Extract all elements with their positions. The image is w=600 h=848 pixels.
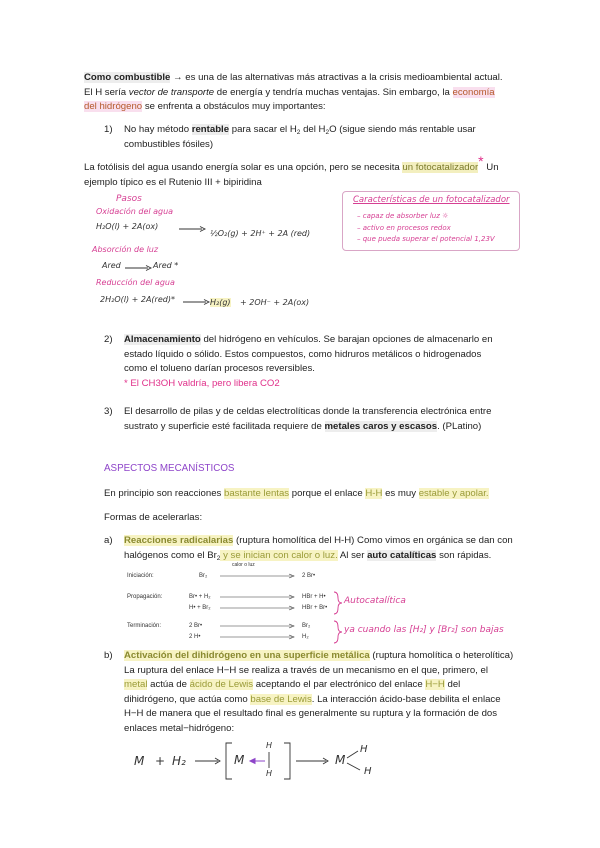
- mech-2br: 2 Br•: [302, 573, 316, 579]
- mech-terminacion: Terminación:: [127, 623, 162, 629]
- intro-line-1: Como combustible → es una de las alternativas más atractivas a la crisis medioambiental actual.: [84, 72, 503, 83]
- mech-t2-left: 2 H•: [189, 634, 201, 640]
- scheme-prod-h2: H: [364, 766, 372, 777]
- methanol-note: * El CH3OH valdría, pero libera CO2: [124, 377, 280, 389]
- mech-p2-left: H• + Br₂: [189, 605, 211, 611]
- mech-iniciacion: Iniciación:: [127, 573, 154, 579]
- eq3-rest: + 2OH⁻ + 2A(ox): [240, 298, 310, 307]
- mech-t1-left: 2 Br•: [189, 623, 203, 629]
- mech-calor: calor o luz: [232, 562, 255, 568]
- mech-p1-left: Br• + H₂: [189, 594, 211, 600]
- mech-br2: Br₂: [199, 573, 208, 579]
- oxidacion-label: Oxidación del agua: [96, 207, 174, 216]
- photolysis-paragraph: La fotólisis del agua usando energía solar es una opción, pero se necesita un fotocatalizador* Un ejemplo típico es el Rutenio III + bipiridina: [84, 153, 499, 188]
- asterisk-mark: *: [478, 153, 484, 169]
- eq2-left: Ared: [102, 261, 121, 270]
- scheme-h-top: H: [266, 741, 273, 750]
- eq1-left: H₂O(l) + 2A(ox): [96, 222, 159, 231]
- absorcion-label: Absorción de luz: [92, 245, 159, 254]
- scheme-plus: +: [155, 754, 166, 768]
- point-2: 2) Almacenamiento del hidrógeno en vehículos. Se barajan opciones de almacenarlo en estado líquido o sólido. Estos compuestos, como hidruros metálicos o hidrogenados como el tolueno darían procesos reversibles. * El CH3OH valdría, pero libera CO2: [104, 333, 524, 391]
- scheme-m: M: [134, 754, 145, 768]
- intro-line-3: del hidrógeno se enfrenta a obstáculos muy importantes:: [84, 101, 326, 112]
- eq3-h2: H₂(g): [210, 298, 231, 307]
- mech-t2-right: H₂: [302, 634, 309, 640]
- section-title: ASPECTOS MECANÍSTICOS: [104, 463, 235, 474]
- eq1-right: ½O₂(g) + 2H⁺ + 2A (red): [210, 229, 311, 238]
- section-paragraph-2: Formas de acelerarlas:: [104, 512, 203, 523]
- bajas-note: ya cuando las [H₂] y [Br₂] son bajas: [344, 625, 504, 635]
- scheme-h2: H₂: [172, 754, 186, 768]
- intro-lead: Como combustible: [84, 72, 171, 83]
- eq2-right: Ared *: [153, 261, 179, 270]
- box-item: – que pueda superar el potencial 1,23V: [357, 235, 495, 243]
- point-3: 3) El desarrollo de pilas y de celdas electrolíticas donde la transferencia electrónica entre sustrato y superficie esté facilitada requiere de metales caros y escasos. (PLatino): [104, 406, 492, 432]
- reduccion-label: Reducción del agua: [96, 278, 175, 287]
- mech-propagacion: Propagación:: [127, 594, 163, 600]
- section-paragraph-1: En principio son reacciones bastante lentas porque el enlace H-H es muy estable y apolar.: [104, 488, 489, 499]
- scheme-prod-m: M: [335, 753, 346, 767]
- box-title: Características de un fotocatalizador: [353, 195, 510, 205]
- mech-t1-right: Br₂: [302, 623, 311, 629]
- point-1: 1) No hay método rentable para sacar el $H_2$ del $H_2O$ (sigue siendo más rentable usar combustibles fósiles): [104, 124, 476, 150]
- item-b: b) Activación del dihidrógeno en una superficie metálica (ruptura homolítica o heterolítica) La ruptura del enlace H−H se realiza a través de un mecanismo en el que, primero, el metal actúa de ácido de Lewis aceptando el par electrónico del enlace H−H del dihidrógeno, que actúa como base de Lewis. La interacción ácido-base debilita el enlace H−H de manera que el resultado final es generalmente su ruptura y la formación de dos enlaces metal−hidrógeno:: [104, 650, 514, 734]
- scheme-inner-m: M: [234, 753, 245, 767]
- intro-line-2: El H sería vector de transporte de energía y tendría muchas ventajas. Sin embargo, la economía: [84, 86, 495, 98]
- mech-p1-right: HBr + H•: [302, 594, 326, 600]
- arrow-icon: →: [173, 72, 183, 83]
- economia-highlight: economía: [452, 86, 495, 98]
- item-a: a) Reacciones radicalarias (ruptura homolítica del H-H) Como vimos en orgánica se dan con halógenos como el $Br_2$ y se inician con calor o luz. Al ser auto catalíticas son rápidas.: [104, 535, 513, 562]
- scheme-prod-h1: H: [360, 744, 368, 755]
- box-item: – capaz de absorber luz ☼: [357, 212, 449, 220]
- scheme-h-bot: H: [266, 769, 273, 778]
- autocatalitica-note: Autocatalítica: [344, 596, 406, 606]
- mech-p2-right: HBr + Br•: [302, 605, 328, 611]
- pasos-label: Pasos: [116, 194, 142, 204]
- fotocatalizador-highlight: un fotocatalizador: [402, 162, 479, 173]
- eq3-left: 2H₂O(l) + 2A(red)*: [100, 295, 175, 304]
- box-item: – activo en procesos redox: [357, 223, 451, 232]
- hidrogeno-highlight: del hidrógeno: [84, 101, 143, 112]
